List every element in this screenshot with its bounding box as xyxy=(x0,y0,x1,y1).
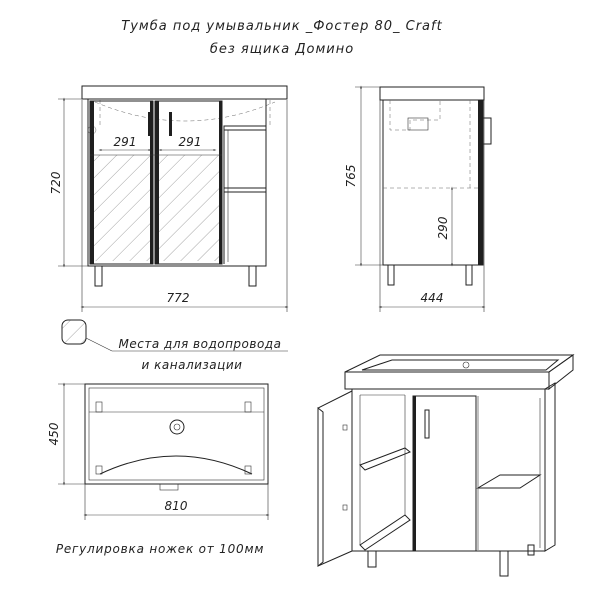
dim-side-depth: 444 xyxy=(420,291,444,305)
dim-shelf-height: 290 xyxy=(436,216,450,240)
side-view xyxy=(344,87,491,312)
footer-note: Регулировка ножек от 100мм xyxy=(55,542,265,556)
closed-door xyxy=(413,396,476,551)
dim-front-width: 772 xyxy=(166,291,190,305)
top-view xyxy=(47,384,268,520)
perspective-view xyxy=(318,355,573,576)
dim-left-zone: 291 xyxy=(113,135,137,149)
front-view xyxy=(49,86,287,312)
legend xyxy=(62,320,288,372)
legend-line-2: и канализации xyxy=(141,358,243,372)
hatch-swatch xyxy=(62,320,86,344)
title-line-1: Тумба под умывальник _Фостер 80_ Craft xyxy=(121,19,443,34)
title-line-2: без ящика Домино xyxy=(209,42,355,57)
dim-top-width: 810 xyxy=(164,499,188,513)
dim-side-height: 765 xyxy=(344,164,358,188)
legend-line-1: Места для водопровода xyxy=(118,337,282,351)
dim-front-height: 720 xyxy=(49,171,63,195)
dim-top-depth: 450 xyxy=(47,422,61,446)
dim-right-zone: 291 xyxy=(178,135,202,149)
